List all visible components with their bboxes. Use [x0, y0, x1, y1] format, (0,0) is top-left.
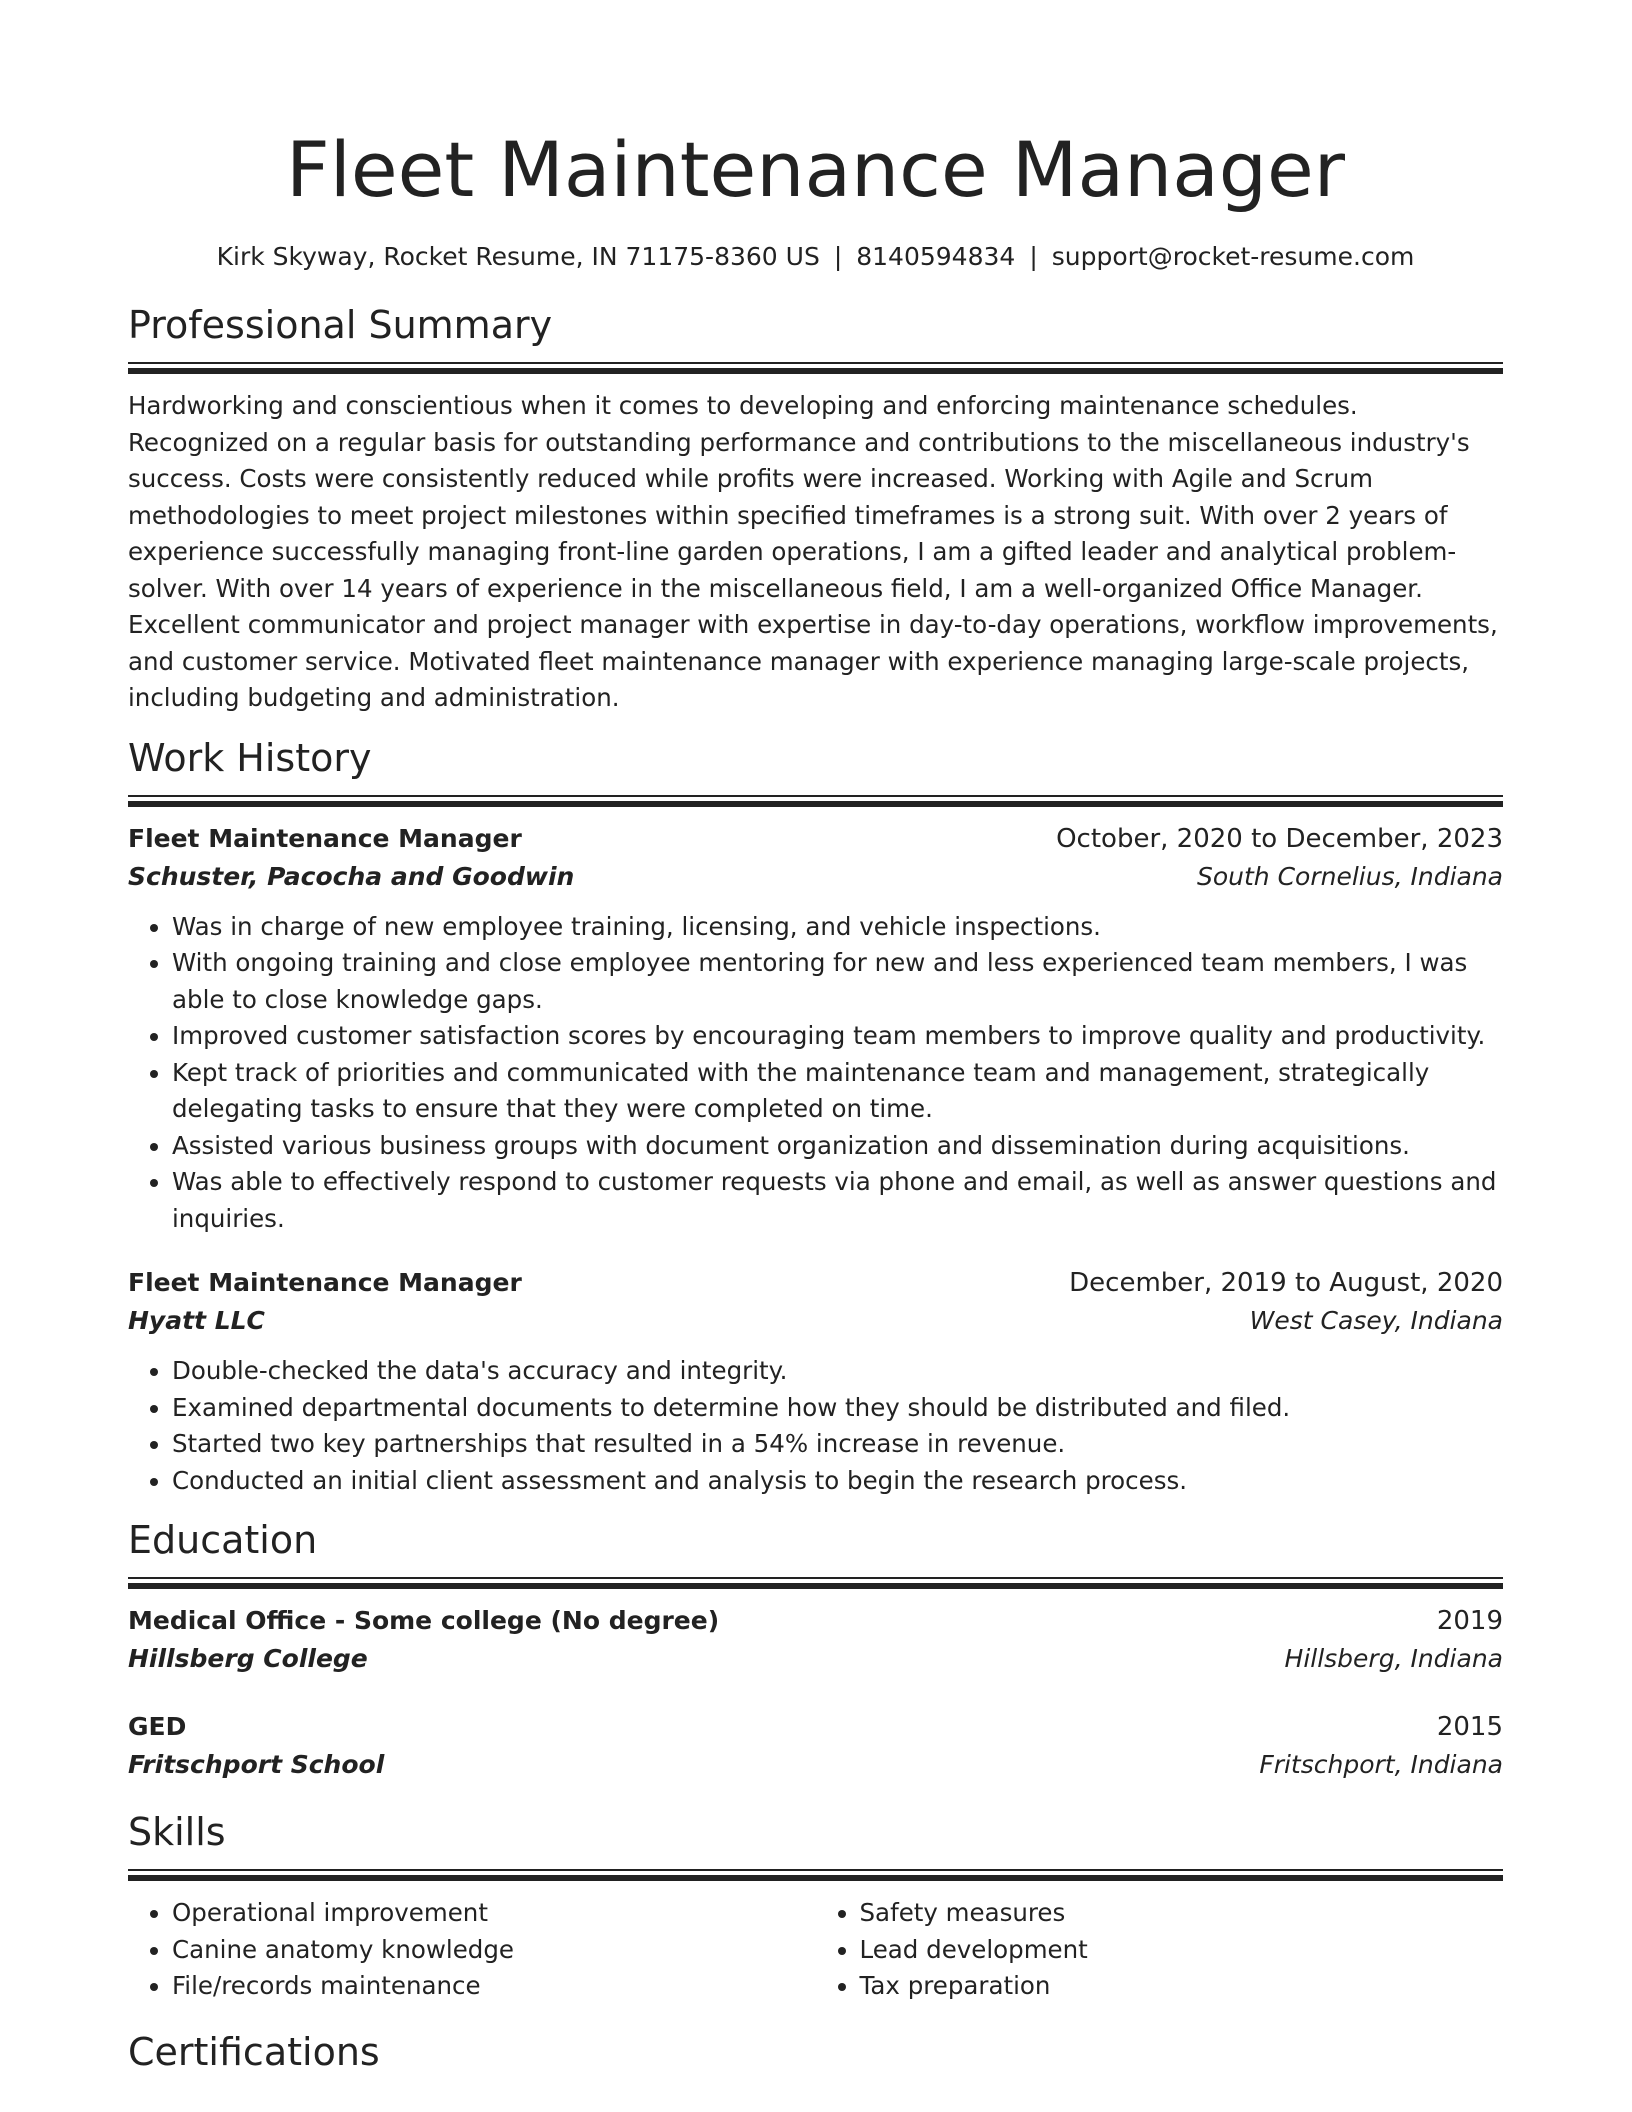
- list-item: • Canine anatomy knowledge: [172, 1932, 816, 1969]
- list-item: • Tax preparation: [860, 1968, 1504, 2005]
- list-item: • Lead development: [860, 1932, 1504, 1969]
- list-item: • Conducted an initial client assessment and analysis to begin the research process.: [172, 1463, 1503, 1500]
- list-item: • Operational improvement: [172, 1895, 816, 1932]
- work-history-section: [128, 733, 1503, 1500]
- education-degree: GED: [128, 1712, 187, 1741]
- list-item: • Was in charge of new employee training, licensing, and vehicle inspections.: [172, 909, 1503, 946]
- education-year: 2019: [1436, 1606, 1503, 1636]
- list-item: • Improved customer satisfaction scores by encouraging team members to improve quality and productivity.: [172, 1018, 1503, 1055]
- job-company: Schuster, Pacocha and Goodwin: [128, 861, 575, 891]
- education-location: Fritschport, Indiana: [1259, 1750, 1503, 1779]
- education-location: Hillsberg, Indiana: [1284, 1644, 1503, 1673]
- education-year: 2015: [1436, 1712, 1503, 1742]
- skills-column-right: [816, 1895, 1504, 2005]
- job-title: Fleet Maintenance Manager: [128, 823, 522, 853]
- education-entry: [128, 1709, 1503, 1785]
- section-title: Skills: [128, 1810, 226, 1854]
- section-divider: [128, 1577, 1503, 1589]
- job-entry: [128, 1265, 1503, 1499]
- summary-section: [128, 300, 1503, 717]
- job-entry: [128, 821, 1503, 1238]
- education-school: Hillsberg College: [128, 1644, 368, 1673]
- section-divider: [128, 1869, 1503, 1881]
- job-bullets: [128, 909, 1503, 1238]
- section-divider: [128, 362, 1503, 374]
- education-section: [128, 1515, 1503, 1785]
- job-company: Hyatt LLC: [128, 1306, 265, 1335]
- summary-text: Hardworking and conscientious when it comes to developing and enforcing maintenance schedules. Recognized on a regular basis for outstanding performance and contributions to the miscellaneous industry's success. Costs were consistently reduced while profits were increased. Working with Agile and Scrum methodologies to meet project milestones within specified timeframes is a strong suit. With over 2 years of experience successfully managing front-line garden operations, I am a gifted leader and analytical problem-solver. With over 14 years of experience in the miscellaneous field, I am a well-organized Office Manager. Excellent communicator and project manager with expertise in day-to-day operations, workflow improvements, and customer service. Motivated fleet maintenance manager with experience managing large-scale projects, including budgeting and administration.: [128, 391, 1498, 712]
- section-title: Certifications: [128, 2029, 380, 2074]
- section-title: Professional Summary: [128, 303, 553, 347]
- skills-list: [128, 1895, 1503, 2005]
- job-dates: October, 2020 to December, 2023: [1056, 823, 1503, 854]
- list-item: • Started two key partnerships that resulted in a 54% increase in revenue.: [172, 1426, 1503, 1463]
- section-title: Education: [128, 1518, 318, 1562]
- contact-separator: |: [833, 242, 843, 271]
- list-item: • Kept track of priorities and communicated with the maintenance team and management, strategically delegating tasks to ensure that they were completed on time.: [172, 1055, 1503, 1128]
- skills-section: [128, 1807, 1503, 2005]
- section-title: Work History: [128, 735, 372, 780]
- job-dates: December, 2019 to August, 2020: [1069, 1268, 1503, 1298]
- resume-name: Fleet Maintenance Manager: [285, 125, 1346, 214]
- list-item: • Examined departmental documents to determine how they should be distributed and filed.: [172, 1390, 1503, 1427]
- list-item: • Was able to effectively respond to customer requests via phone and email, as well as answer questions and inquiries.: [172, 1164, 1503, 1237]
- job-location: West Casey, Indiana: [1249, 1306, 1503, 1335]
- contact-address: Kirk Skyway, Rocket Resume, IN 71175-8360 US: [216, 242, 820, 271]
- list-item: • Safety measures: [860, 1895, 1504, 1932]
- certifications-section: [128, 2027, 1503, 2077]
- contact-phone: 8140594834: [856, 242, 1016, 271]
- job-bullets: [128, 1353, 1503, 1499]
- job-location: South Cornelius, Indiana: [1196, 861, 1503, 891]
- contact-email: support@rocket-resume.com: [1051, 242, 1415, 271]
- skills-column-left: [128, 1895, 816, 2005]
- contact-line: [128, 240, 1503, 274]
- contact-separator: |: [1029, 242, 1038, 271]
- list-item: • With ongoing training and close employee mentoring for new and less experienced team members, I was able to close knowledge gaps.: [172, 945, 1503, 1018]
- list-item: • File/records maintenance: [172, 1968, 816, 2005]
- education-school: Fritschport School: [128, 1750, 385, 1779]
- job-title: Fleet Maintenance Manager: [128, 1268, 522, 1297]
- list-item: • Assisted various business groups with document organization and dissemination during acquisitions.: [172, 1128, 1503, 1165]
- list-item: • Double-checked the data's accuracy and integrity.: [172, 1353, 1503, 1390]
- education-entry: [128, 1603, 1503, 1679]
- section-divider: [128, 795, 1503, 807]
- education-degree: Medical Office - Some college (No degree): [128, 1606, 720, 1635]
